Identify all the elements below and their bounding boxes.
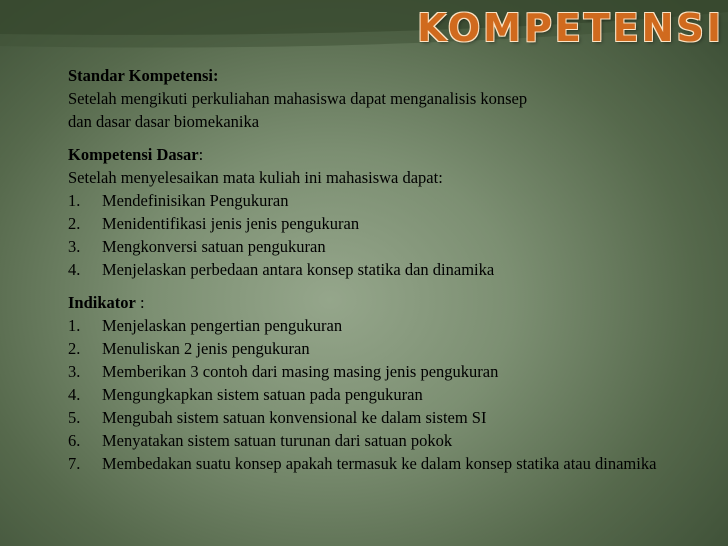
- list-item: [68, 189, 708, 212]
- item-text: Menyatakan sistem satuan turunan dari satuan pokok: [102, 431, 453, 450]
- item-number: 4.: [68, 260, 81, 279]
- standar-section: [68, 64, 708, 133]
- standar-line: Setelah mengikuti perkuliahan mahasiswa dapat menganalisis konsep: [68, 89, 528, 108]
- item-text: Menidentifikasi jenis jenis pengukuran: [102, 214, 360, 233]
- list-item: [68, 406, 708, 429]
- item-text: Mengungkapkan sistem satuan pada pengukuran: [102, 385, 423, 404]
- list-item: [68, 337, 708, 360]
- dasar-heading: Kompetensi Dasar: [68, 145, 199, 164]
- dasar-heading-colon: :: [198, 145, 204, 164]
- list-item: [68, 452, 708, 475]
- list-item: [68, 383, 708, 406]
- item-number: 6.: [68, 431, 81, 450]
- slide-content: [68, 64, 708, 475]
- item-number: 3.: [68, 362, 81, 381]
- indikator-section: [68, 291, 708, 475]
- slide-title: KOMPETENSI: [417, 6, 724, 50]
- indikator-heading-colon: :: [135, 293, 145, 312]
- list-item: [68, 360, 708, 383]
- list-item: [68, 212, 708, 235]
- item-number: 2.: [68, 339, 81, 358]
- list-item: [68, 258, 708, 281]
- list-item: [68, 314, 708, 337]
- standar-line: dan dasar dasar biomekanika: [68, 112, 260, 131]
- dasar-list: [68, 189, 708, 281]
- item-number: 5.: [68, 408, 81, 427]
- dasar-section: [68, 143, 708, 281]
- indikator-list: [68, 314, 708, 475]
- item-text: Mengubah sistem satuan konvensional ke dalam sistem SI: [102, 408, 487, 427]
- dasar-intro: Setelah menyelesaikan mata kuliah ini mahasiswa dapat:: [68, 168, 443, 187]
- item-text: Mendefinisikan Pengukuran: [102, 191, 289, 210]
- item-number: 2.: [68, 214, 81, 233]
- list-item: [68, 235, 708, 258]
- item-number: 4.: [68, 385, 81, 404]
- indikator-heading-row: [68, 291, 708, 314]
- item-text: Memberikan 3 contoh dari masing masing jenis pengukuran: [102, 362, 499, 381]
- item-text: Mengkonversi satuan pengukuran: [102, 237, 326, 256]
- list-item: [68, 429, 708, 452]
- item-text: Menuliskan 2 jenis pengukuran: [102, 339, 310, 358]
- standar-heading: Standar Kompetensi:: [68, 66, 219, 85]
- item-number: 1.: [68, 191, 81, 210]
- dasar-heading-row: [68, 143, 708, 166]
- item-text: Membedakan suatu konsep apakah termasuk ke dalam konsep statika atau dinamika: [102, 454, 657, 473]
- indikator-heading: Indikator: [68, 293, 136, 312]
- item-number: 1.: [68, 316, 81, 335]
- item-number: 3.: [68, 237, 81, 256]
- item-text: Menjelaskan pengertian pengukuran: [102, 316, 343, 335]
- item-text: Menjelaskan perbedaan antara konsep statika dan dinamika: [102, 260, 495, 279]
- item-number: 7.: [68, 454, 81, 473]
